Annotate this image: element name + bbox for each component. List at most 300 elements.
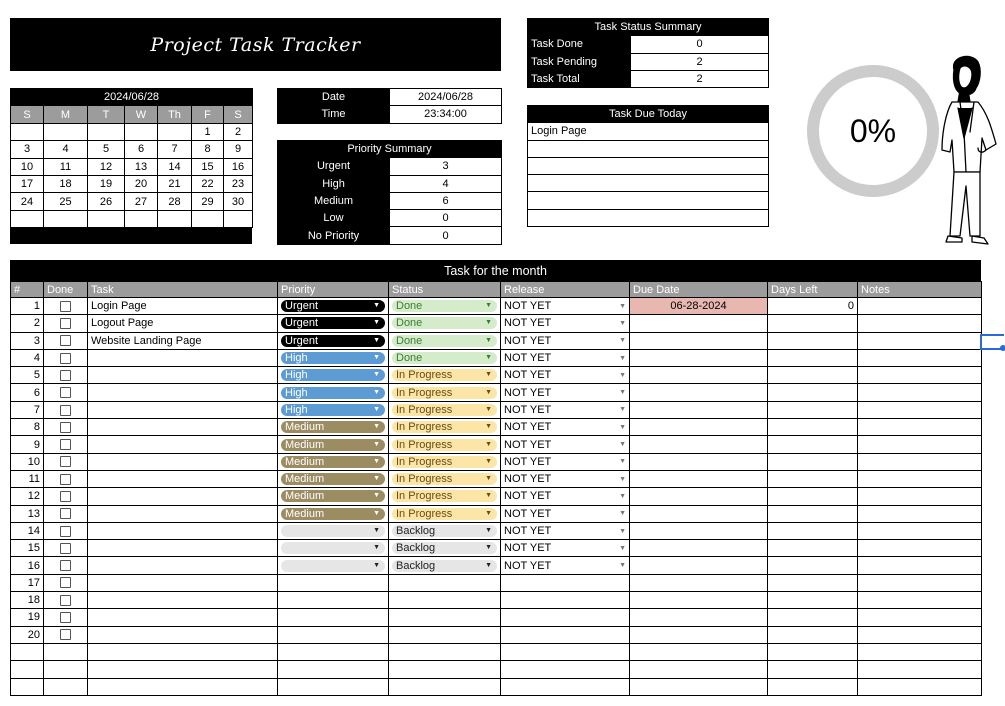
release-cell[interactable] — [501, 453, 630, 470]
release-dropdown[interactable] — [504, 473, 626, 485]
page-title-banner — [10, 18, 501, 71]
notes-cell[interactable] — [858, 298, 982, 315]
checkbox-icon[interactable] — [60, 474, 71, 485]
calendar-day-cell[interactable]: 6 — [125, 141, 158, 158]
priority-cell — [278, 609, 389, 626]
calendar-weekday: S — [11, 106, 44, 123]
release-cell[interactable] — [501, 384, 630, 401]
calendar-day-cell[interactable] — [158, 210, 192, 227]
calendar-day-cell[interactable]: 21 — [158, 175, 192, 192]
days-left-cell — [768, 505, 858, 522]
calendar-day-cell[interactable]: 17 — [11, 175, 44, 192]
empty-cell[interactable] — [858, 643, 982, 660]
priority-cell — [278, 419, 389, 436]
checkbox-icon[interactable] — [60, 422, 71, 433]
column-header[interactable]: Release — [501, 282, 630, 298]
due-today-item[interactable] — [528, 175, 769, 192]
status-dropdown[interactable] — [392, 490, 497, 502]
due-date-cell[interactable] — [630, 505, 768, 522]
calendar-week-row — [11, 210, 253, 227]
task-name-cell[interactable] — [88, 574, 278, 591]
due-date-cell[interactable] — [630, 470, 768, 487]
priority-cell — [278, 522, 389, 539]
checkbox-icon[interactable] — [60, 526, 71, 537]
due-today-item[interactable] — [528, 140, 769, 157]
release-cell[interactable] — [501, 436, 630, 453]
due-today-row — [528, 175, 769, 192]
priority-summary-label: High — [278, 175, 390, 192]
task-due-today-panel — [527, 105, 769, 227]
checkbox-icon[interactable] — [60, 456, 71, 467]
priority-dropdown[interactable] — [281, 404, 385, 416]
release-dropdown[interactable] — [504, 387, 626, 399]
done-cell — [44, 367, 88, 384]
status-dropdown[interactable] — [392, 560, 497, 572]
due-date-cell[interactable] — [630, 419, 768, 436]
dropdown-arrow-icon: ▼ — [619, 406, 626, 414]
dropdown-arrow-icon: ▼ — [485, 423, 492, 431]
calendar-day-cell[interactable]: 25 — [44, 193, 88, 210]
notes-cell[interactable] — [858, 574, 982, 591]
priority-value: High — [285, 352, 308, 365]
empty-cell[interactable] — [768, 678, 858, 695]
due-date-cell[interactable] — [630, 522, 768, 539]
release-dropdown[interactable] — [504, 508, 626, 520]
done-cell — [44, 332, 88, 349]
task-name-cell[interactable] — [88, 609, 278, 626]
checkbox-icon[interactable] — [60, 491, 71, 502]
column-header[interactable]: Days Left — [768, 282, 858, 298]
release-value: NOT YET — [504, 473, 552, 486]
priority-dropdown[interactable] — [281, 508, 385, 520]
notes-cell[interactable] — [858, 470, 982, 487]
notes-cell[interactable] — [858, 401, 982, 418]
task-name-cell[interactable]: Website Landing Page — [88, 332, 278, 349]
checkbox-icon[interactable] — [60, 612, 71, 623]
notes-cell[interactable] — [858, 315, 982, 332]
due-date-cell[interactable] — [630, 384, 768, 401]
task-name-cell[interactable] — [88, 505, 278, 522]
notes-cell[interactable] — [858, 540, 982, 557]
due-date-cell[interactable] — [630, 488, 768, 505]
calendar-day-cell[interactable]: 30 — [224, 193, 253, 210]
priority-summary-label: Low — [278, 210, 390, 227]
status-dropdown[interactable] — [392, 369, 497, 381]
calendar-day-cell[interactable] — [44, 123, 88, 140]
checkbox-icon[interactable] — [60, 577, 71, 588]
due-date-cell[interactable] — [630, 557, 768, 574]
priority-dropdown[interactable] — [281, 352, 385, 364]
priority-summary-row — [278, 175, 502, 192]
empty-cell[interactable] — [630, 643, 768, 660]
release-cell[interactable] — [501, 470, 630, 487]
due-date-cell[interactable] — [630, 453, 768, 470]
status-dropdown[interactable] — [392, 317, 497, 329]
column-header[interactable]: Status — [389, 282, 501, 298]
release-dropdown[interactable] — [504, 525, 626, 537]
task-name-cell[interactable] — [88, 557, 278, 574]
notes-cell[interactable] — [858, 332, 982, 349]
dropdown-arrow-icon: ▼ — [619, 510, 626, 518]
calendar-day-cell[interactable] — [158, 123, 192, 140]
calendar-day-cell[interactable]: 8 — [192, 141, 224, 158]
empty-cell[interactable] — [88, 643, 278, 660]
calendar-day-cell[interactable]: 11 — [44, 158, 88, 175]
notes-cell[interactable] — [858, 349, 982, 366]
table-row — [11, 298, 982, 315]
empty-cell[interactable] — [11, 643, 44, 660]
calendar-day-cell[interactable]: 15 — [192, 158, 224, 175]
release-cell[interactable] — [501, 522, 630, 539]
calendar-day-cell[interactable] — [192, 210, 224, 227]
empty-cell[interactable] — [389, 678, 501, 695]
priority-dropdown[interactable] — [281, 369, 385, 381]
status-dropdown[interactable] — [392, 404, 497, 416]
due-date-cell[interactable] — [630, 626, 768, 643]
empty-cell[interactable] — [44, 643, 88, 660]
dropdown-arrow-icon: ▼ — [485, 371, 492, 379]
empty-cell[interactable] — [389, 661, 501, 678]
calendar-day-cell[interactable]: 9 — [224, 141, 253, 158]
status-cell — [389, 332, 501, 349]
due-today-item[interactable] — [528, 192, 769, 209]
calendar-day-cell[interactable]: 22 — [192, 175, 224, 192]
status-cell — [389, 401, 501, 418]
task-name-cell[interactable] — [88, 349, 278, 366]
notes-cell[interactable] — [858, 384, 982, 401]
due-date-cell[interactable] — [630, 436, 768, 453]
calendar-day-cell[interactable]: 19 — [88, 175, 125, 192]
checkbox-icon[interactable] — [60, 560, 71, 571]
table-row — [11, 488, 982, 505]
notes-cell[interactable] — [858, 488, 982, 505]
cell-selection-dot[interactable] — [1000, 345, 1005, 351]
status-dropdown[interactable] — [392, 525, 497, 537]
release-dropdown[interactable] — [504, 300, 626, 312]
priority-dropdown[interactable] — [281, 335, 385, 347]
release-cell[interactable] — [501, 401, 630, 418]
due-today-row — [528, 157, 769, 174]
priority-cell — [278, 332, 389, 349]
table-row — [11, 315, 982, 332]
empty-cell[interactable] — [11, 661, 44, 678]
calendar-day-cell[interactable]: 20 — [125, 175, 158, 192]
column-header[interactable]: Priority — [278, 282, 389, 298]
priority-value: Medium — [285, 490, 325, 503]
status-cell — [389, 298, 501, 315]
status-dropdown[interactable] — [392, 542, 497, 554]
due-date-cell[interactable] — [630, 349, 768, 366]
calendar-day-cell[interactable] — [88, 123, 125, 140]
status-dropdown[interactable] — [392, 456, 497, 468]
priority-value: Medium — [285, 455, 325, 468]
notes-cell[interactable] — [858, 453, 982, 470]
release-dropdown[interactable] — [504, 335, 626, 347]
empty-cell[interactable] — [88, 661, 278, 678]
column-header[interactable]: # — [11, 282, 44, 298]
calendar-day-cell[interactable] — [224, 210, 253, 227]
release-cell[interactable] — [501, 367, 630, 384]
empty-cell[interactable] — [858, 661, 982, 678]
due-date-cell[interactable] — [630, 540, 768, 557]
time-value[interactable]: 23:34:00 — [390, 106, 502, 123]
due-today-item[interactable] — [528, 209, 769, 226]
release-cell[interactable] — [501, 419, 630, 436]
calendar-day-cell[interactable] — [44, 210, 88, 227]
row-number: 14 — [11, 522, 44, 539]
empty-cell[interactable] — [501, 661, 630, 678]
release-cell[interactable] — [501, 626, 630, 643]
status-cell — [389, 505, 501, 522]
checkbox-icon[interactable] — [60, 387, 71, 398]
dropdown-arrow-icon: ▼ — [485, 405, 492, 413]
notes-cell[interactable] — [858, 419, 982, 436]
priority-dropdown[interactable] — [281, 525, 385, 537]
task-name-cell[interactable] — [88, 367, 278, 384]
checkbox-icon[interactable] — [60, 405, 71, 416]
date-value[interactable]: 2024/06/28 — [390, 89, 502, 106]
column-header[interactable]: Notes — [858, 282, 982, 298]
notes-cell[interactable] — [858, 505, 982, 522]
calendar-month-label: 2024/06/28 — [11, 89, 253, 106]
priority-dropdown[interactable] — [281, 439, 385, 451]
task-name-cell[interactable] — [88, 453, 278, 470]
release-cell[interactable] — [501, 315, 630, 332]
calendar-day-cell[interactable]: 4 — [44, 141, 88, 158]
task-name-cell[interactable] — [88, 522, 278, 539]
priority-cell — [278, 401, 389, 418]
days-left-cell — [768, 315, 858, 332]
release-dropdown[interactable] — [504, 421, 626, 433]
calendar-day-cell[interactable]: 23 — [224, 175, 253, 192]
release-cell[interactable] — [501, 574, 630, 591]
status-dropdown[interactable] — [392, 508, 497, 520]
priority-cell — [278, 315, 389, 332]
empty-cell[interactable] — [278, 661, 389, 678]
release-dropdown[interactable] — [504, 439, 626, 451]
calendar-day-cell[interactable]: 13 — [125, 158, 158, 175]
status-dropdown[interactable] — [392, 387, 497, 399]
task-name-cell[interactable]: Login Page — [88, 298, 278, 315]
calendar-day-cell[interactable] — [88, 210, 125, 227]
calendar-day-cell[interactable] — [11, 123, 44, 140]
empty-cell[interactable] — [858, 678, 982, 695]
status-summary-label: Task Pending — [528, 53, 631, 70]
dropdown-arrow-icon: ▼ — [485, 302, 492, 310]
notes-cell[interactable] — [858, 522, 982, 539]
calendar-day-cell[interactable]: 12 — [88, 158, 125, 175]
empty-cell[interactable] — [501, 643, 630, 660]
calendar-day-cell[interactable]: 10 — [11, 158, 44, 175]
row-number: 5 — [11, 367, 44, 384]
status-cell — [389, 488, 501, 505]
task-name-cell[interactable] — [88, 436, 278, 453]
priority-summary-count: 0 — [390, 227, 502, 244]
empty-cell[interactable] — [630, 661, 768, 678]
release-dropdown[interactable] — [504, 490, 626, 502]
calendar-day-cell[interactable]: 16 — [224, 158, 253, 175]
calendar-day-cell[interactable]: 24 — [11, 193, 44, 210]
calendar-day-cell[interactable]: 29 — [192, 193, 224, 210]
release-cell[interactable] — [501, 540, 630, 557]
release-cell[interactable] — [501, 349, 630, 366]
calendar-day-cell[interactable] — [125, 123, 158, 140]
checkbox-icon[interactable] — [60, 508, 71, 519]
empty-cell[interactable] — [44, 678, 88, 695]
dropdown-arrow-icon: ▼ — [485, 527, 492, 534]
priority-dropdown[interactable] — [281, 456, 385, 468]
status-cell — [389, 349, 501, 366]
empty-cell[interactable] — [768, 643, 858, 660]
status-value: In Progress — [396, 403, 453, 416]
checkbox-icon[interactable] — [60, 629, 71, 640]
calendar-day-cell[interactable]: 7 — [158, 141, 192, 158]
due-date-cell[interactable] — [630, 574, 768, 591]
release-dropdown[interactable] — [504, 352, 626, 364]
priority-dropdown[interactable] — [281, 560, 385, 572]
due-date-cell[interactable] — [630, 401, 768, 418]
checkbox-icon[interactable] — [60, 439, 71, 450]
task-name-cell[interactable] — [88, 592, 278, 609]
empty-cell[interactable] — [501, 678, 630, 695]
task-name-cell[interactable] — [88, 384, 278, 401]
empty-cell[interactable] — [630, 678, 768, 695]
status-dropdown[interactable] — [392, 421, 497, 433]
due-date-cell[interactable] — [630, 609, 768, 626]
calendar-day-cell[interactable] — [11, 210, 44, 227]
priority-dropdown[interactable] — [281, 317, 385, 329]
due-today-item[interactable] — [528, 157, 769, 174]
dropdown-arrow-icon: ▼ — [619, 562, 626, 570]
calendar-day-cell[interactable]: 18 — [44, 175, 88, 192]
table-row — [11, 453, 982, 470]
task-name-cell[interactable] — [88, 401, 278, 418]
status-cell — [389, 557, 501, 574]
status-dropdown[interactable] — [392, 352, 497, 364]
priority-dropdown[interactable] — [281, 542, 385, 554]
status-value: Done — [396, 334, 423, 347]
notes-cell[interactable] — [858, 367, 982, 384]
dropdown-arrow-icon: ▼ — [485, 319, 492, 327]
status-dropdown[interactable] — [392, 300, 497, 312]
release-cell[interactable] — [501, 505, 630, 522]
notes-cell[interactable] — [858, 557, 982, 574]
days-left-cell: 0 — [768, 298, 858, 315]
empty-cell[interactable] — [768, 661, 858, 678]
empty-cell[interactable] — [88, 678, 278, 695]
empty-cell[interactable] — [44, 661, 88, 678]
release-dropdown[interactable] — [504, 560, 626, 572]
notes-cell[interactable] — [858, 436, 982, 453]
release-cell[interactable] — [501, 332, 630, 349]
table-row — [11, 592, 982, 609]
task-name-cell[interactable] — [88, 540, 278, 557]
column-header[interactable]: Task — [88, 282, 278, 298]
empty-cell[interactable] — [389, 643, 501, 660]
task-name-cell[interactable] — [88, 470, 278, 487]
dropdown-arrow-icon: ▼ — [373, 405, 380, 413]
task-name-cell[interactable] — [88, 626, 278, 643]
release-cell[interactable] — [501, 592, 630, 609]
calendar-day-cell[interactable]: 2 — [224, 123, 253, 140]
column-header[interactable]: Done — [44, 282, 88, 298]
checkbox-icon[interactable] — [60, 370, 71, 381]
task-name-cell[interactable] — [88, 488, 278, 505]
notes-cell[interactable] — [858, 592, 982, 609]
status-dropdown[interactable] — [392, 473, 497, 485]
calendar-day-cell[interactable]: 1 — [192, 123, 224, 140]
checkbox-icon[interactable] — [60, 318, 71, 329]
priority-dropdown[interactable] — [281, 421, 385, 433]
empty-cell[interactable] — [278, 643, 389, 660]
done-cell — [44, 349, 88, 366]
calendar-day-cell[interactable]: 3 — [11, 141, 44, 158]
task-name-cell[interactable] — [88, 419, 278, 436]
row-number: 9 — [11, 436, 44, 453]
due-date-cell[interactable] — [630, 315, 768, 332]
due-date-cell[interactable] — [630, 367, 768, 384]
status-dropdown[interactable] — [392, 335, 497, 347]
priority-dropdown[interactable] — [281, 387, 385, 399]
checkbox-icon[interactable] — [60, 595, 71, 606]
due-date-cell[interactable] — [630, 592, 768, 609]
calendar-day-cell[interactable]: 28 — [158, 193, 192, 210]
calendar-day-cell[interactable] — [125, 210, 158, 227]
calendar-day-cell[interactable]: 26 — [88, 193, 125, 210]
status-cell — [389, 436, 501, 453]
status-dropdown[interactable] — [392, 439, 497, 451]
release-cell[interactable] — [501, 557, 630, 574]
release-dropdown[interactable] — [504, 317, 626, 329]
due-date-cell[interactable]: 06-28-2024 — [630, 298, 768, 315]
empty-cell[interactable] — [11, 678, 44, 695]
priority-dropdown[interactable] — [281, 300, 385, 312]
release-dropdown[interactable] — [504, 542, 626, 554]
empty-cell[interactable] — [278, 678, 389, 695]
release-cell[interactable] — [501, 609, 630, 626]
calendar-day-cell[interactable]: 27 — [125, 193, 158, 210]
status-summary-label: Task Total — [528, 70, 631, 87]
release-cell[interactable] — [501, 298, 630, 315]
due-date-cell[interactable] — [630, 332, 768, 349]
priority-dropdown[interactable] — [281, 473, 385, 485]
due-today-item[interactable]: Login Page — [528, 123, 769, 140]
column-header[interactable]: Due Date — [630, 282, 768, 298]
table-row — [11, 349, 982, 366]
status-summary-row — [528, 36, 769, 53]
priority-summary-label: Urgent — [278, 158, 390, 175]
release-dropdown[interactable] — [504, 369, 626, 381]
task-name-cell[interactable]: Logout Page — [88, 315, 278, 332]
checkbox-icon[interactable] — [60, 353, 71, 364]
release-value: NOT YET — [504, 507, 552, 520]
priority-cell — [278, 367, 389, 384]
calendar-day-cell[interactable]: 5 — [88, 141, 125, 158]
checkbox-icon[interactable] — [60, 301, 71, 312]
checkbox-icon[interactable] — [60, 543, 71, 554]
release-cell[interactable] — [501, 488, 630, 505]
notes-cell[interactable] — [858, 626, 982, 643]
release-dropdown[interactable] — [504, 456, 626, 468]
notes-cell[interactable] — [858, 609, 982, 626]
days-left-cell — [768, 626, 858, 643]
checkbox-icon[interactable] — [60, 335, 71, 346]
priority-dropdown[interactable] — [281, 490, 385, 502]
calendar-day-cell[interactable]: 14 — [158, 158, 192, 175]
status-value: Done — [396, 317, 423, 330]
dropdown-arrow-icon: ▼ — [485, 492, 492, 500]
release-dropdown[interactable] — [504, 404, 626, 416]
